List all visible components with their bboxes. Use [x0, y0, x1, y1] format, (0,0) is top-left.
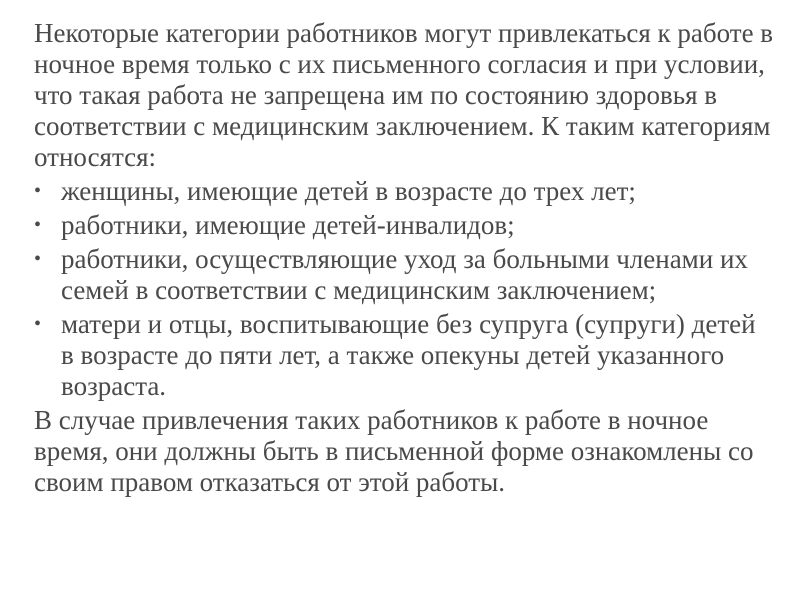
intro-paragraph: Некоторые категории работников могут привлекаться к работе в ночное время только с их письменного согласия и при условии, что такая работа не запрещена им по состоянию здоровья в соответствии с медицинским заключением. К таким категориям относятся:: [34, 18, 774, 172]
bullet-item: [34, 244, 774, 306]
bullet-icon: •: [34, 248, 42, 270]
bullet-icon: •: [34, 214, 42, 236]
bullet-text: матери и отцы, воспитывающие без супруга (супруги) детей в возрасте до пяти лет, а также опекуны детей указанного возраста.: [61, 309, 756, 401]
bullet-item: [34, 210, 774, 241]
bullet-icon: •: [34, 313, 42, 335]
outro-paragraph: В случае привлечения таких работников к работе в ночное время, они должны быть в письменной форме ознакомлены со своим правом отказаться от этой работы.: [34, 405, 754, 497]
bullet-item: [34, 309, 774, 402]
bullet-icon: •: [34, 180, 42, 202]
bullet-item: [34, 176, 774, 207]
bullet-text: работники, осуществляющие уход за больными членами их семей в соответствии с медицинским заключением;: [61, 244, 748, 305]
slide-content: [34, 18, 774, 498]
bullet-text: женщины, имеющие детей в возрасте до трех лет;: [61, 176, 636, 206]
bullet-list: [34, 176, 774, 402]
bullet-text: работники, имеющие детей-инвалидов;: [61, 210, 515, 240]
